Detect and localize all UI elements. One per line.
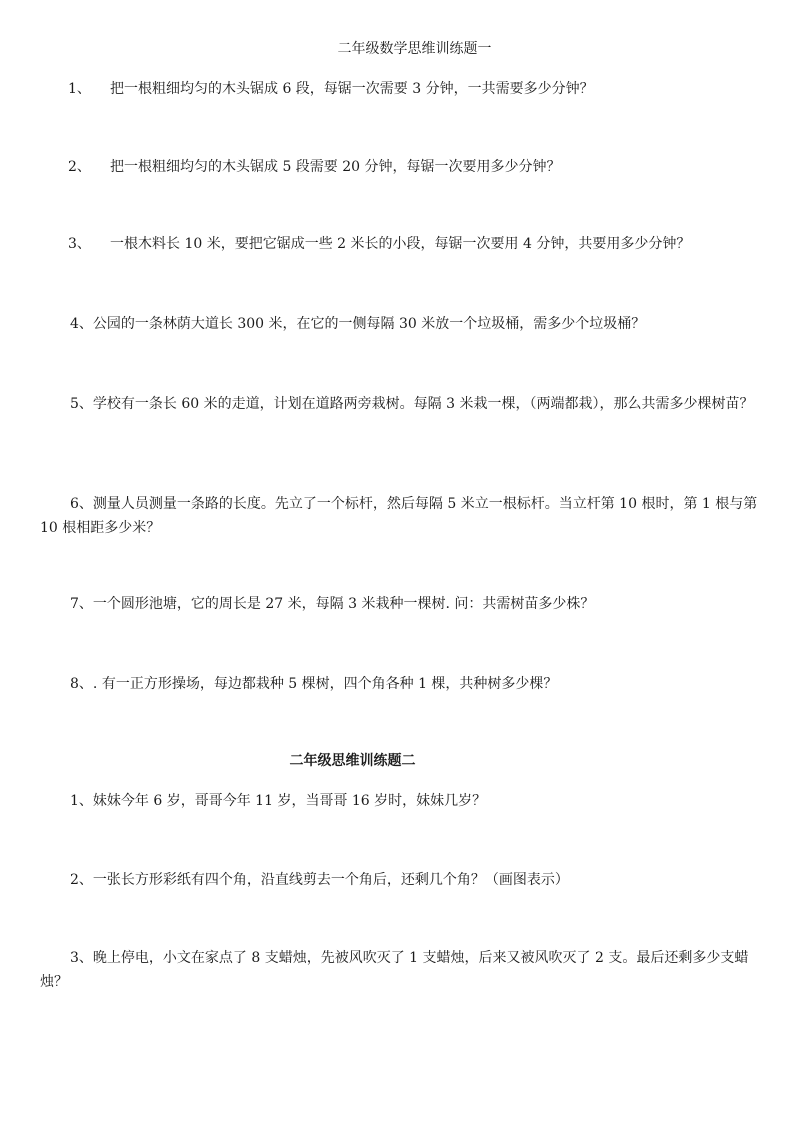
question-text: 测量人员测量一条路的长度。先立了一个标杆，然后每隔 5 米立一根标杆。当立杆第 10 根时，第 1 根与第 10 根相距多少米？: [40, 496, 758, 536]
question-text: 妹妹今年 6 岁，哥哥今年 11 岁，当哥哥 16 岁时，妹妹几岁？: [92, 793, 487, 809]
question-text: 把一根粗细均匀的木头锯成 6 段，每锯一次需要 3 分钟，一共需要多少分钟？: [110, 81, 594, 97]
question-1-1: [68, 77, 788, 101]
section-2-title: 二年级思维训练题二: [289, 753, 416, 769]
question-number: 8、: [70, 676, 93, 692]
question-text: 一根木料长 10 米，要把它锯成一些 2 米长的小段，每锯一次要用 4 分钟，共要用多少分钟？: [110, 236, 691, 252]
question-text: . 有一正方形操场，每边都栽种 5 棵树，四个角各种 1 棵，共种树多少棵？: [92, 676, 558, 692]
question-1-6: [40, 492, 765, 540]
question-number: 1、: [70, 793, 93, 809]
question-text: 把一根粗细均匀的木头锯成 5 段需要 20 分钟，每锯一次要用多少分钟？: [110, 159, 561, 175]
question-number: 2、: [68, 159, 91, 175]
question-number: 7、: [70, 596, 93, 612]
question-text: 一个圆形池塘，它的周长是 27 米，每隔 3 米栽种一棵树. 问：共需树苗多少株？: [92, 596, 595, 612]
question-text: 公园的一条林荫大道长 300 米，在它的一侧每隔 30 米放一个垃圾桶，需多少个垃圾桶？: [92, 316, 646, 332]
question-1-7: [40, 592, 765, 616]
question-text: 一张长方形彩纸有四个角，沿直线剪去一个角后，还剩几个角？（画图表示）: [92, 872, 569, 888]
question-1-8: [40, 672, 765, 696]
question-2-2: [40, 868, 765, 892]
question-number: 6、: [70, 496, 93, 512]
question-number: 3、: [68, 236, 91, 252]
question-1-4: [40, 312, 765, 336]
section-1-title: 二年级数学思维训练题一: [337, 41, 492, 57]
question-number: 1、: [68, 81, 91, 97]
question-1-2: [68, 155, 788, 179]
question-number: 2、: [70, 872, 93, 888]
question-1-5: [40, 392, 765, 416]
question-number: 4、: [70, 316, 93, 332]
question-number: 3、: [70, 950, 93, 966]
question-number: 5、: [70, 396, 93, 412]
question-text: 晚上停电，小文在家点了 8 支蜡烛，先被风吹灭了 1 支蜡烛，后来又被风吹灭了 2 支。最后还剩多少支蜡烛？: [40, 950, 749, 990]
question-1-3: [68, 232, 768, 256]
question-text: 学校有一条长 60 米的走道，计划在道路两旁栽树。每隔 3 米栽一棵，（两端都栽），那么共需多少棵树苗？: [92, 396, 754, 412]
question-2-1: [40, 789, 765, 813]
question-2-3: [40, 946, 765, 994]
